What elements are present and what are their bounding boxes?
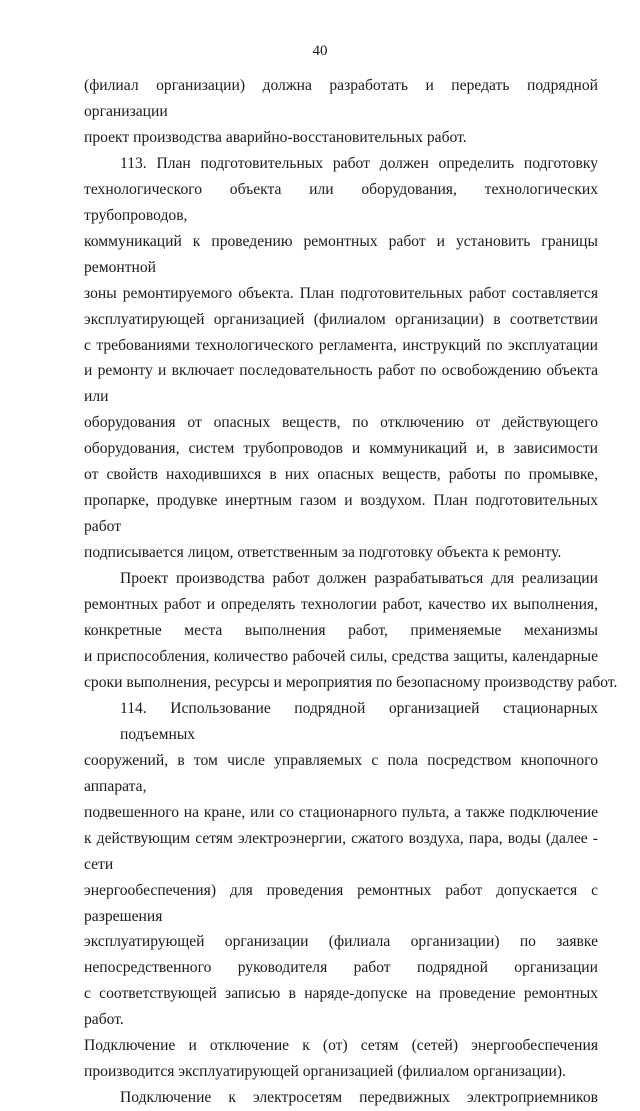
text-line: оборудования, систем трубопроводов и коммуникаций и, в зависимости [84, 440, 598, 458]
text-line: эксплуатирующей организацией (филиалом организации) в соответствии [84, 310, 598, 328]
text-line: проект производства аварийно-восстановительных работ. [84, 128, 467, 146]
paragraph-continuation [84, 73, 598, 151]
paragraph-114 [84, 696, 598, 1085]
text-line: эксплуатирующей организации (филиала организации) по заявке [84, 933, 598, 951]
text-line: технологического объекта или оборудования, технологических трубопроводов, [84, 181, 598, 225]
text-line: подвешенного на кране, или со стационарного пульта, а также подключение [84, 803, 598, 821]
text-line: оборудования от опасных веществ, по отключению от действующего [84, 414, 598, 432]
paragraph-project [84, 566, 618, 696]
text-line: конкретные места выполнения работ, применяемые механизмы [84, 622, 598, 640]
text-line: сооружений, в том числе управляемых с пола посредством кнопочного аппарата, [84, 752, 598, 795]
text-line: от свойств находившихся в них опасных веществ, работы по промывке, [84, 466, 598, 484]
paragraph-113 [84, 151, 598, 566]
text-line: Проект производства работ должен разрабатываться для реализации [120, 570, 598, 588]
text-line: к действующим сетям электроэнергии, сжатого воздуха, пара, воды (далее - сети [84, 829, 598, 873]
text-line: ремонтных работ и определять технологии работ, качество их выполнения, [84, 596, 598, 614]
text-line: коммуникаций к проведению ремонтных работ и установить границы ремонтной [84, 232, 598, 276]
text-line: с соответствующей записью в наряде-допуске на проведение ремонтных работ. [84, 985, 598, 1029]
text-line: 113. План подготовительных работ должен определить подготовку [120, 155, 598, 173]
text-line: и ремонту и включает последовательность работ по освобождению объекта или [84, 362, 598, 406]
text-line: подписывается лицом, ответственным за подготовку объекта к ремонту. [84, 543, 562, 561]
document-body [84, 73, 618, 1111]
page-number: 40 [312, 43, 328, 59]
text-line: пропарке, продувке инертным газом и воздухом. План подготовительных работ [84, 492, 598, 535]
text-line: непосредственного руководителя работ подрядной организации [84, 959, 598, 977]
text-line: 114. Использование подрядной организацией стационарных подъемных [120, 700, 598, 744]
text-line: Подключение и отключение к (от) сетям (сетей) энергообеспечения [84, 1037, 598, 1055]
text-line: зоны ремонтируемого объекта. План подготовительных работ составляется [84, 284, 598, 302]
text-line: сроки выполнения, ресурсы и мероприятия по безопасному производству работ. [84, 673, 618, 691]
text-line: Подключение к электросетям передвижных электроприемников [120, 1089, 598, 1107]
text-line: (филиал организации) должна разработать и передать подрядной организации [84, 77, 598, 120]
paragraph-connection [84, 1085, 598, 1111]
text-line: с требованиями технологического регламента, инструкций по эксплуатации [84, 336, 598, 354]
text-line: и приспособления, количество рабочей силы, средства защиты, календарные [84, 647, 598, 665]
text-line: производится эксплуатирующей организацией (филиалом организации). [84, 1062, 566, 1080]
text-line: энергообеспечения) для проведения ремонтных работ допускается с разрешения [84, 881, 598, 925]
